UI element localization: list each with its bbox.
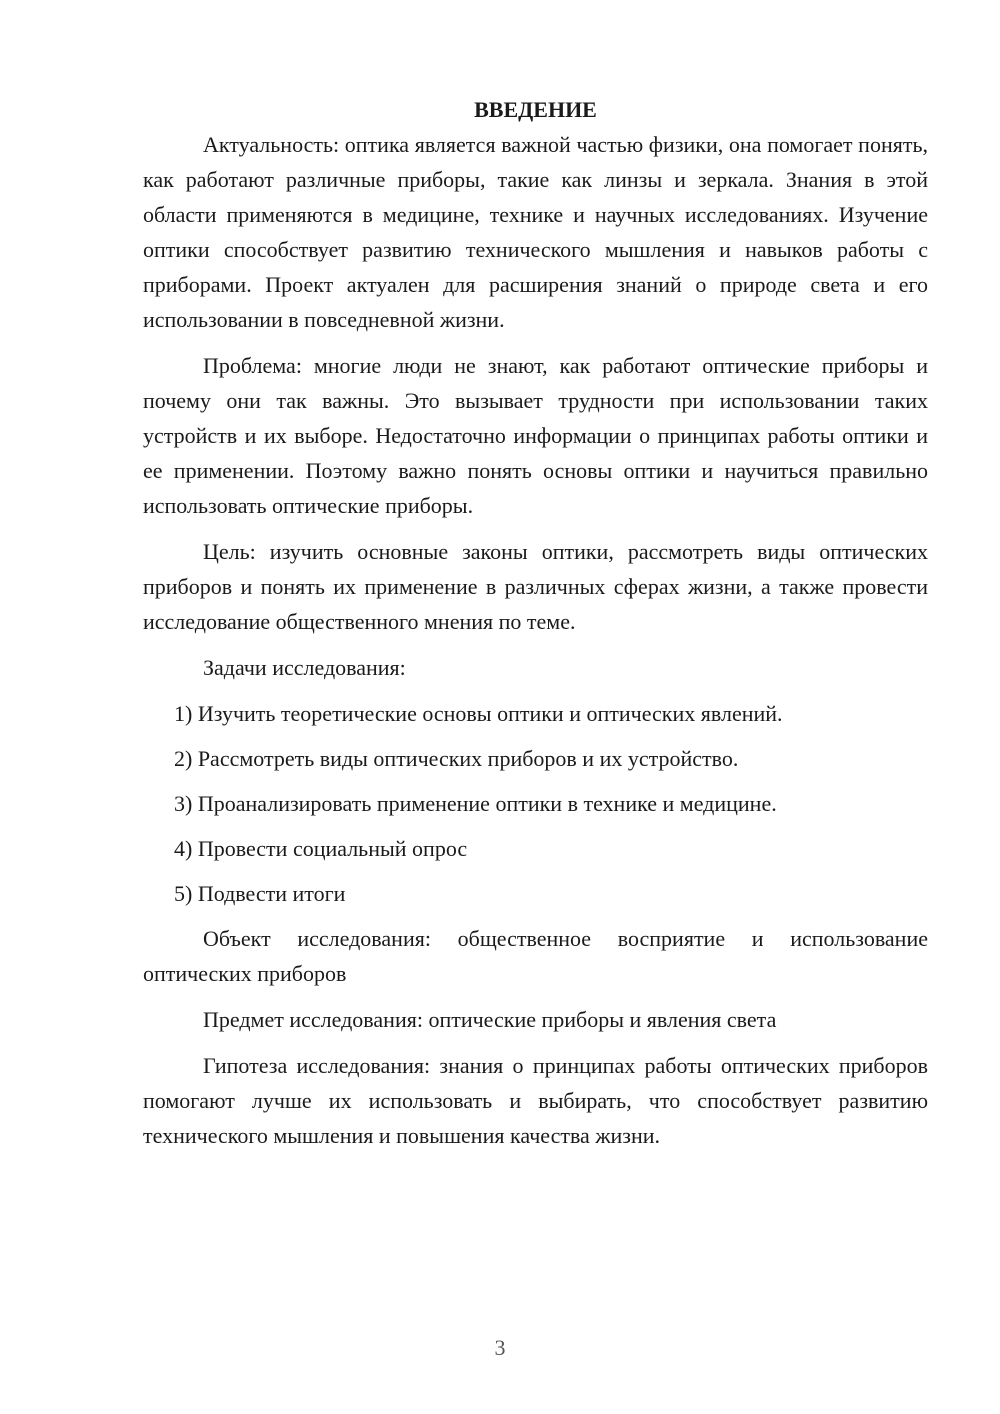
task-item: 5) Подвести итоги — [174, 881, 346, 906]
paragraph-problem: Проблема: многие люди не знают, как работают оптические приборы и почему они так важны. Это вызывает трудности при использовании таких устройств и их выборе. Недостаточно информации о принципах работы оптики и ее применении. Поэтому важно понять основы оптики и научиться правильно использовать оптические приборы. — [143, 353, 928, 518]
task-item: 3) Проанализировать применение оптики в технике и медицине. — [174, 791, 777, 816]
task-item: 1) Изучить теоретические основы оптики и оптических явлений. — [174, 701, 783, 726]
paragraph-relevance: Актуальность: оптика является важной частью физики, она помогает понять, как работают различные приборы, такие как линзы и зеркала. Знания в этой области применяются в медицине, технике и научных исследованиях. Изучение оптики способствует развитию технического мышления и навыков работы с приборами. Проект актуален для расширения знаний о природе света и его использовании в повседневной жизни. — [143, 132, 928, 332]
document-page — [143, 92, 928, 1164]
section-title: ВВЕДЕНИЕ — [474, 97, 597, 122]
tasks-list — [143, 696, 928, 911]
task-item: 4) Провести социальный опрос — [174, 836, 468, 861]
tasks-heading: Задачи исследования: — [203, 655, 406, 680]
page-number: 3 — [494, 1335, 506, 1360]
paragraph-hypothesis: Гипотеза исследования: знания о принципах работы оптических приборов помогают лучше их использовать и выбирать, что способствует развитию технического мышления и повышения качества жизни. — [143, 1053, 928, 1148]
paragraph-object: Объект исследования: общественное восприятие и использование оптических приборов — [143, 926, 928, 986]
paragraph-goal: Цель: изучить основные законы оптики, рассмотреть виды оптических приборов и понять их применение в различных сферах жизни, а также провести исследование общественного мнения по теме. — [143, 539, 928, 634]
paragraph-subject: Предмет исследования: оптические приборы и явления света — [203, 1007, 777, 1032]
task-item: 2) Рассмотреть виды оптических приборов и их устройство. — [174, 746, 739, 771]
